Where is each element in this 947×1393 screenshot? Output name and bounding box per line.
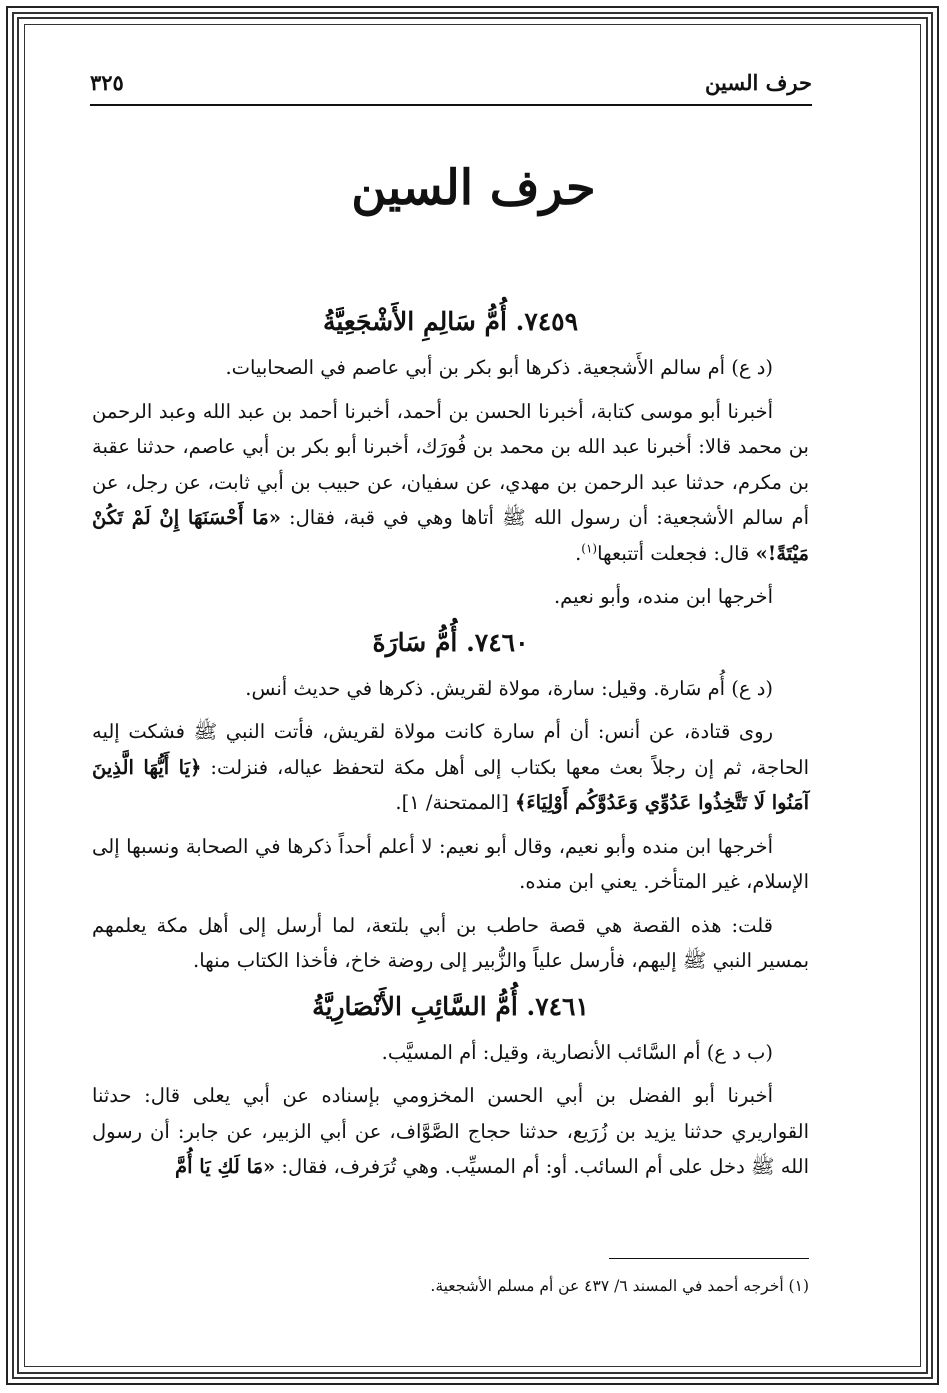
- paragraph-text: أخبرنا أبو الفضل بن أبي الحسن المخزومي بإسناده عن أبي يعلى قال: حدثنا القواريري حدثنا يزيد بن زُرَيع، حدثنا حجاج الصَّوَّاف، عن أبي الزبير، عن جابر: أن رسول الله ﷺ دخل على أم السائب. أو: أم المسيِّب. وهي تُرَفرف، فقال:: [92, 1084, 809, 1178]
- paragraph: قلت: هذه القصة هي قصة حاطب بن أبي بلتعة، لما أرسل إلى أهل مكة يعلمهم بمسير النبي ﷺ إليهم، فأرسل علياً والزُّبير إلى روضة خاخ، فأخذا الكتاب منها.: [92, 913, 809, 972]
- paragraph: أخرجها ابن منده وأبو نعيم، وقال أبو نعيم: لا أعلم أحداً ذكرها في الصحابة ونسبها إلى الإسلام، غير المتأخر. يعني ابن منده.: [92, 834, 809, 893]
- paragraph: (د ع) أم سالم الأَشجعية. ذكرها أبو بكر بن أبي عاصم في الصحابيات.: [225, 356, 773, 379]
- paragraph: (ب د ع) أم السَّائب الأنصارية، وقيل: أم المسيَّب.: [381, 1040, 773, 1064]
- main-text: [92, 300, 809, 1193]
- hadith-quote: «مَا أَحْسَنَهَا إِنْ لَمْ تَكُنْ مَيْتَةً!»: [92, 506, 809, 565]
- quran-verse: ﴿يَا أَيُّهَا الَّذِينَ آمَنُوا لَا تَتَّخِذُوا عَدُوِّي وَعَدُوَّكُم أَوْلِيَاءَ﴾: [92, 755, 809, 814]
- paragraph: (د ع) أُم سَارة. وقيل: سارة، مولاة لقريش. ذكرها في حديث أنس.: [245, 676, 773, 700]
- footnote: (١) أخرجه أحمد في المسند ٦/ ٤٣٧ عن أم مسلم الأشجعية.: [430, 1277, 809, 1295]
- running-head: [90, 70, 812, 104]
- quote-tail: قال: فجعلت أتتبعها: [597, 541, 750, 565]
- chapter-title: حرف السين: [351, 160, 596, 216]
- paragraph: أخبرنا أبو موسى كتابة، أخبرنا الحسن بن أحمد، أخبرنا أحمد بن عبد الله وعبد الرحمن بن محمد قالا: أخبرنا عبد الله بن محمد بن فُورَك، أخبرنا أبو بكر بن أبي عاصم، حدثنا عقبة بن مكرم، حدثنا عبد الرحمن بن مهدي، عن سفيان، عن حبيب بن أبي ثابت، عن رجل، عن أم سالم الأشجعية: أن رسول الله ﷺ أتاها وهي في قبة، فقال: «مَا أَحْسَنَهَا إِنْ لَمْ تَكُنْ مَيْتَةً!» قال: فجعلت أتتبعها$^{(١)}$.: [92, 399, 810, 565]
- paragraph: [92, 1078, 809, 1185]
- header-rule: [90, 104, 812, 106]
- verse-reference: [الممتحنة/ ١].: [395, 791, 509, 814]
- running-head-title: حرف السين: [705, 70, 812, 95]
- entry-heading-7461: ٧٤٦١. أُمُّ السَّائِبِ الأَنْصَارِيَّةُ: [312, 991, 589, 1021]
- paragraph-text: أخبرنا أبو موسى كتابة، أخبرنا الحسن بن أحمد، أخبرنا أحمد بن عبد الله وعبد الرحمن بن محمد قالا: أخبرنا عبد الله بن محمد بن فُورَك، أخبرنا أبو بكر بن أبي عاصم، حدثنا عقبة بن مكرم، حدثنا عبد الرحمن بن مهدي، عن سفيان، عن حبيب بن أبي ثابت، عن رجل، عن أم سالم الأشجعية: أن رسول الله ﷺ أتاها وهي في قبة، فقال:: [92, 399, 810, 529]
- hadith-quote: «مَا لَكِ يَا أُمَّ: [175, 1155, 276, 1178]
- footnote-rule: [609, 1258, 809, 1259]
- paragraph-text: روى قتادة، عن أنس: أن أم سارة كانت مولاة لقريش، فأتت النبي ﷺ فشكت إليه الحاجة، ثم إن رجلاً بعث معها بكتاب إلى أهل مكة لتحفظ عياله، فنزلت:: [92, 720, 809, 779]
- footnote-ref: (١): [581, 541, 598, 555]
- page-number: ٣٢٥: [90, 70, 124, 95]
- paragraph: [92, 714, 809, 821]
- entry-heading-7459: ٧٤٥٩. أُمُّ سَالِمِ الأَشْجَعِيَّةُ: [322, 307, 579, 336]
- entry-heading-7460: ٧٤٦٠. أُمُّ سَارَةَ: [372, 627, 529, 657]
- paragraph: أخرجها ابن منده، وأبو نعيم.: [553, 585, 773, 608]
